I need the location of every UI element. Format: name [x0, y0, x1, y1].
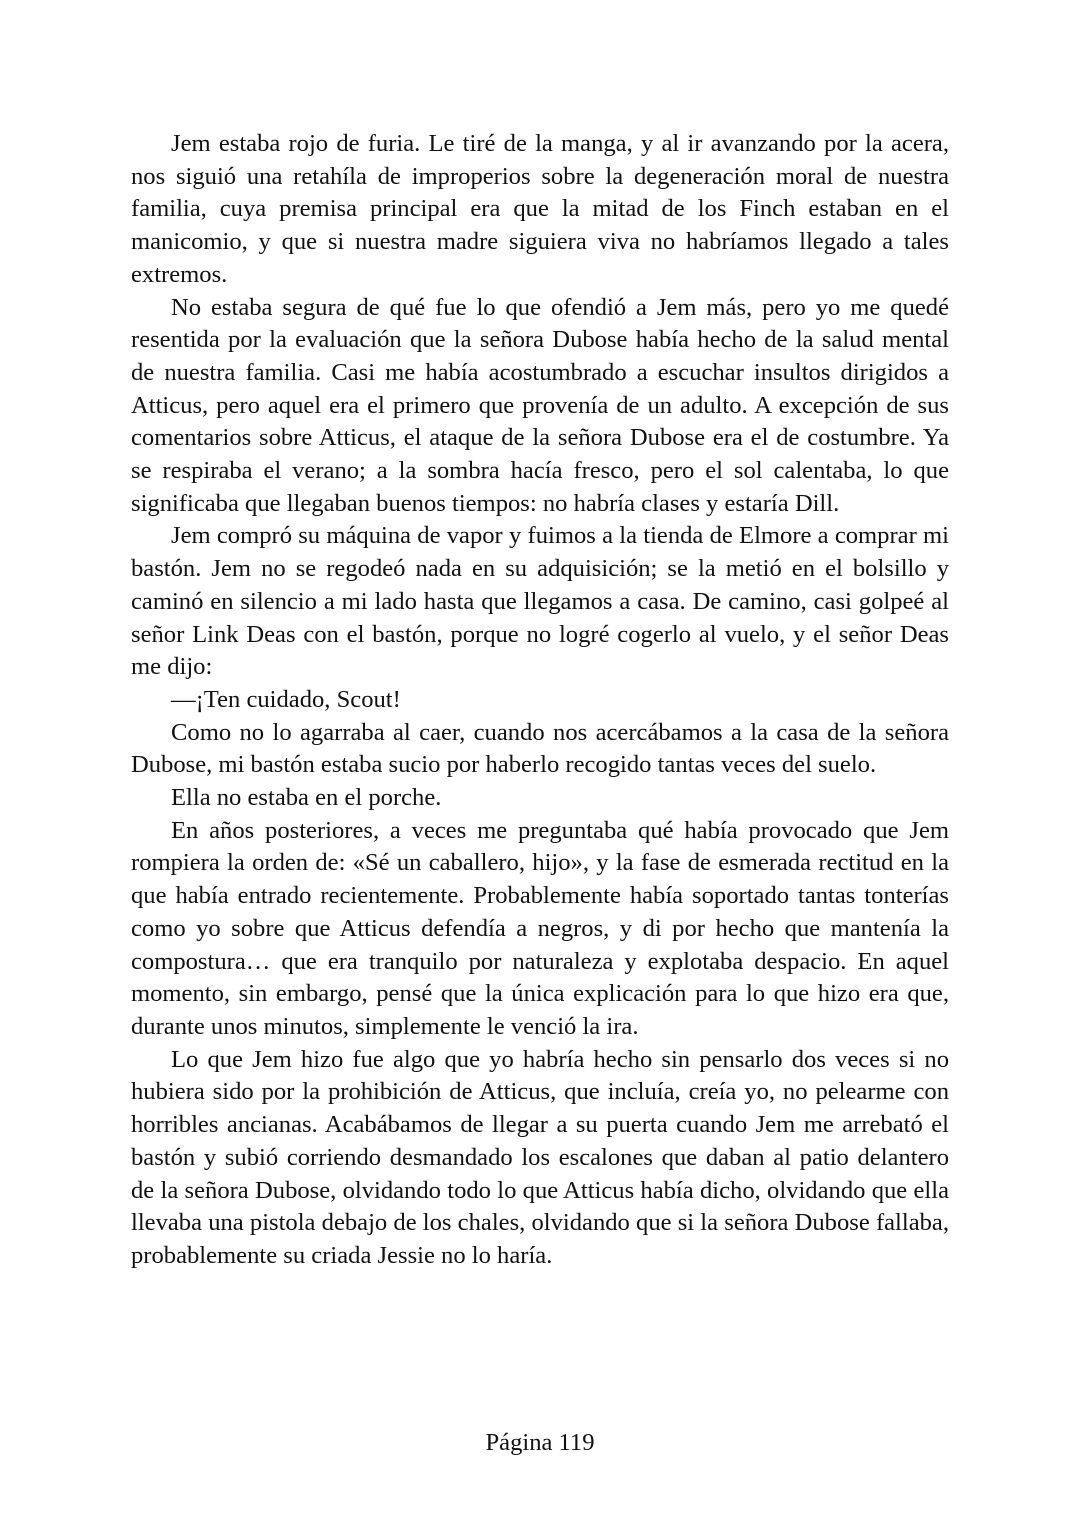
page-number: Página 119 — [485, 1429, 595, 1456]
paragraph: Jem estaba rojo de furia. Le tiré de la manga, y al ir avanzando por la acera, nos siguió una retahíla de improperios sobre la degeneración moral de nuestra familia, cuya premisa principal era que la mitad de los Finch estaban en el manicomio, y que si nuestra madre siguiera viva no habríamos llegado a tales extremos. — [131, 130, 949, 288]
paragraph: En años posteriores, a veces me preguntaba qué había provocado que Jem rompiera la orden de: «Sé un caballero, hijo», y la fase de esmerada rectitud en la que había entrado recientemente. Probablemente había soportado tantas tonterías como yo sobre que Atticus defendía a negros, y di por hecho que mantenía la compostura… que era tranquilo por naturaleza y explotaba despacio. En aquel momento, sin embargo, pensé que la única explicación para lo que hizo era que, durante unos minutos, simplemente le venció la ira. — [131, 816, 949, 1040]
paragraph: No estaba segura de qué fue lo que ofendió a Jem más, pero yo me quedé resentida por la evaluación que la señora Dubose había hecho de la salud mental de nuestra familia. Casi me había acostumbrado a escuchar insultos dirigidos a Atticus, pero aquel era el primero que provenía de un adulto. A excepción de sus comentarios sobre Atticus, el ataque de la señora Dubose era el de costumbre. Ya se respiraba el verano; a la sombra hacía fresco, pero el sol calentaba, lo que significaba que llegaban buenos tiempos: no habría clases y estaría Dill. — [131, 293, 949, 517]
body-text — [131, 128, 949, 1273]
dialogue-line: —¡Ten cuidado, Scout! — [171, 685, 401, 713]
paragraph: Lo que Jem hizo fue algo que yo habría hecho sin pensarlo dos veces si no hubiera sido por la prohibición de Atticus, que incluía, creía yo, no pelearme con horribles ancianas. Acabábamos de llegar a su puerta cuando Jem me arrebató el bastón y subió corriendo desmandado los escalones que daban al patio delantero de la señora Dubose, olvidando todo lo que Atticus había dicho, olvidando que ella llevaba una pistola debajo de los chales, olvidando que si la señora Dubose fallaba, probablemente su criada Jessie no lo haría. — [131, 1045, 949, 1269]
paragraph: Ella no estaba en el porche. — [171, 784, 442, 812]
paragraph: Jem compró su máquina de vapor y fuimos a la tienda de Elmore a comprar mi bastón. Jem no se regodeó nada en su adquisición; se la metió en el bolsillo y caminó en silencio a mi lado hasta que llegamos a casa. De camino, casi golpeé al señor Link Deas con el bastón, porque no logré cogerlo al vuelo, y el señor Deas me dijo: — [131, 522, 949, 681]
paragraph: Como no lo agarraba al caer, cuando nos acercábamos a la casa de la señora Dubose, mi bastón estaba sucio por haberlo recogido tantas veces del suelo. — [131, 718, 949, 779]
